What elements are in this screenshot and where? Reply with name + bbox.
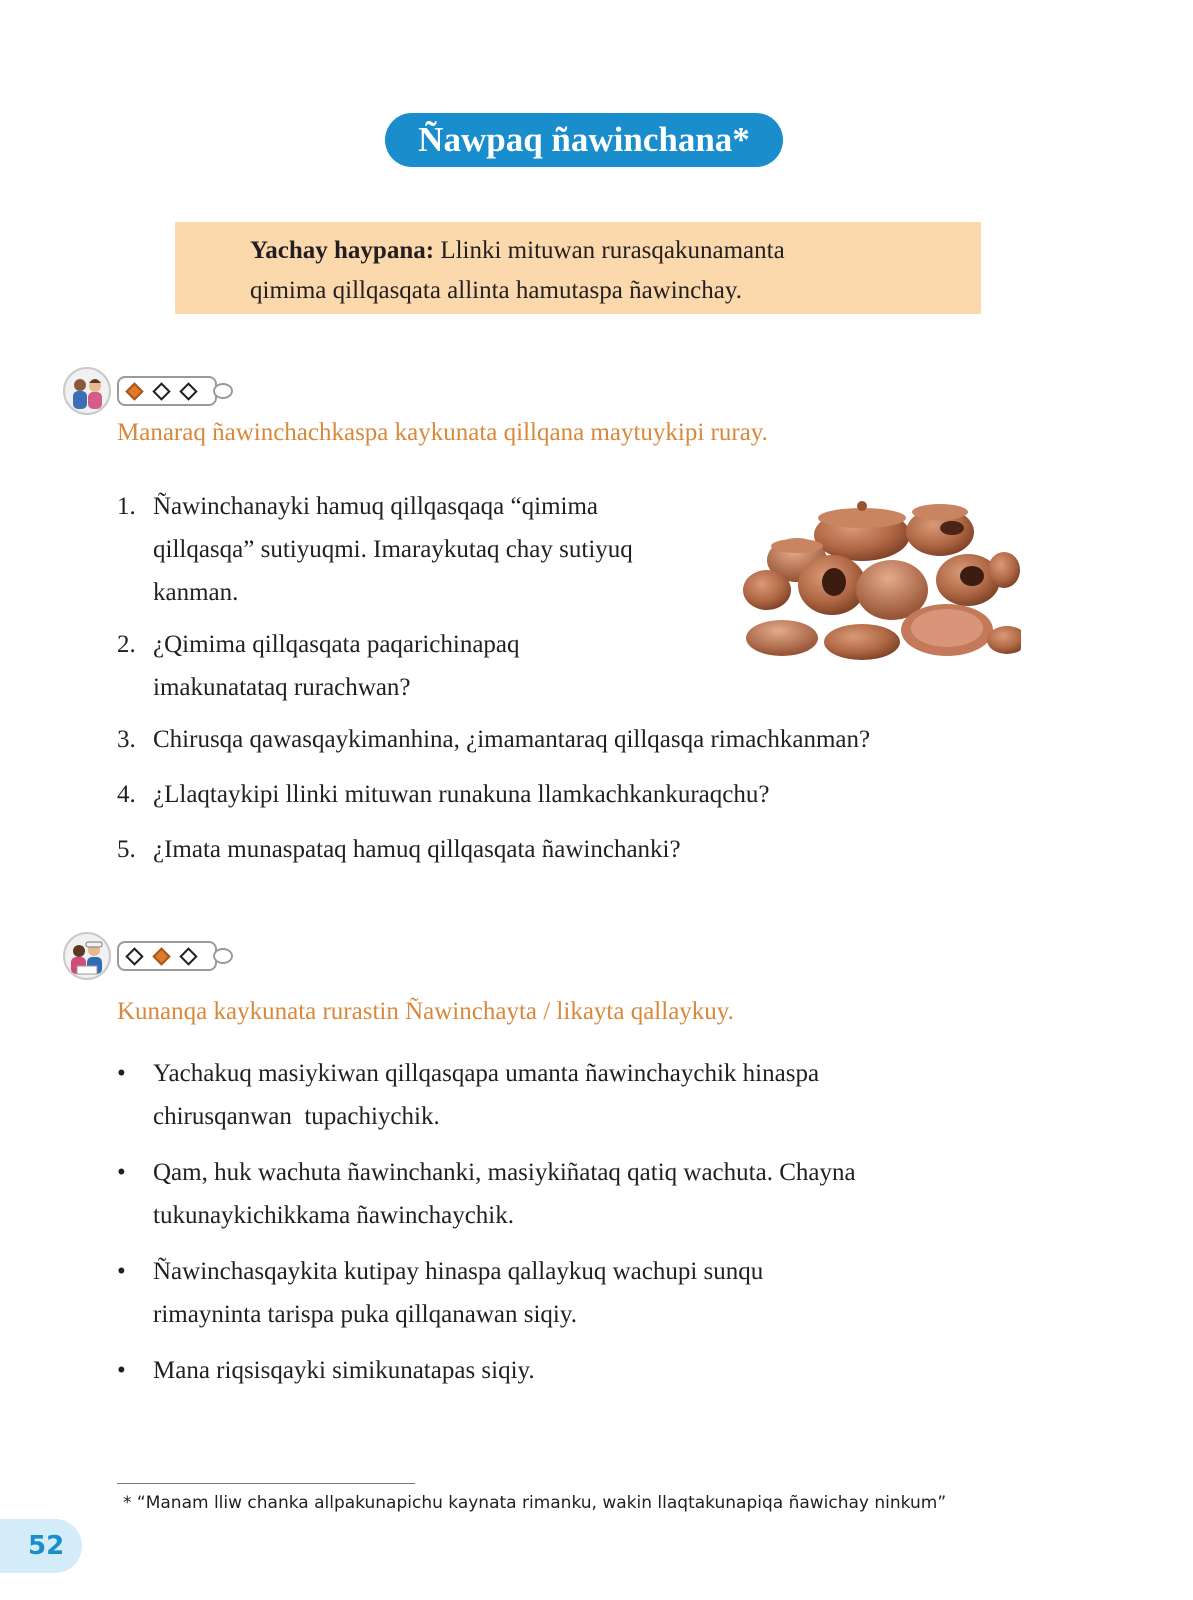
bullet-line: tukunaykichikkama ñawinchaychik.	[153, 1202, 514, 1229]
pair-talking-icon	[63, 367, 111, 415]
footnote-divider	[117, 1483, 415, 1484]
section2-instruction: Kunanqa kaykunata rurastin Ñawinchayta / likayta qallaykuy.	[117, 998, 734, 1025]
page-number: 52	[0, 1519, 82, 1573]
page-title: Ñawpaq ñawinchana*	[385, 113, 783, 167]
bullet-line: Ñawinchasqaykita kutipay hinaspa qallaykuq wachupi sunqu	[153, 1258, 764, 1285]
bullet-line: chirusqanwan tupachiychik.	[153, 1103, 440, 1130]
question-line: ¿Llaqtaykipi llinki mituwan runakuna llamkachkankuraqchu?	[153, 781, 770, 808]
bullet-line: Qam, huk wachuta ñawinchanki, masiykiñataq qatiq wachuta. Chayna	[153, 1159, 856, 1186]
step-indicator	[117, 941, 217, 971]
step-diamond-icon	[125, 947, 143, 965]
question-line: imakunatataq rurachwan?	[153, 674, 411, 701]
bullet-icon: •	[117, 1357, 126, 1384]
bullet-icon: •	[117, 1060, 126, 1087]
question-line: kanman.	[153, 579, 239, 606]
section1-instruction: Manaraq ñawinchachkaspa kaykunata qillqana maytuykipi ruray.	[117, 419, 768, 446]
step-diamond-active-icon	[125, 382, 143, 400]
bullet-icon: •	[117, 1258, 126, 1285]
question-line: qillqasqa” sutiyuqmi. Imaraykutaq chay sutiyuq	[153, 536, 633, 563]
question-line: ¿Qimima qillqasqata paqarichinapaq	[153, 631, 520, 658]
goal-label: Yachay haypana:	[250, 237, 435, 264]
bullet-icon: •	[117, 1159, 126, 1186]
goal-line-1	[250, 231, 981, 271]
step-diamond-icon	[179, 947, 197, 965]
footnote: * “Manam lliw chanka allpakunapichu kaynata rimanku, wakin llaqtakunapiqa ñawichay ninkum”	[123, 1493, 947, 1513]
question-line: ¿Imata munaspataq hamuq qillqasqata ñawinchanki?	[153, 836, 681, 863]
bullet-line: Yachakuq masiykiwan qillqasqapa umanta ñawinchaychik hinaspa	[153, 1060, 820, 1087]
step-indicator	[117, 376, 217, 406]
bullet-line: Mana riqsisqayki simikunatapas siqiy.	[153, 1357, 535, 1384]
question-line: Ñawinchanayki hamuq qillqasqaqa “qimima	[153, 493, 599, 520]
bullet-line: rimayninta tarispa puka qillqanawan siqiy.	[153, 1301, 577, 1328]
pair-reading-icon	[63, 932, 111, 980]
tag-loop-icon	[213, 948, 233, 964]
tag-loop-icon	[213, 383, 233, 399]
goal-line-2: qimima qillqasqata allinta hamutaspa ñawinchay.	[250, 277, 742, 304]
step-diamond-active-icon	[152, 947, 170, 965]
goal-text-1: Llinki mituwan rurasqakunamanta	[434, 237, 785, 264]
clay-pottery-image	[742, 490, 1021, 665]
learning-goal-box	[175, 222, 981, 314]
question-line: Chirusqa qawasqaykimanhina, ¿imamantaraq qillqasqa rimachkanman?	[153, 726, 871, 753]
step-diamond-icon	[179, 382, 197, 400]
step-diamond-icon	[152, 382, 170, 400]
